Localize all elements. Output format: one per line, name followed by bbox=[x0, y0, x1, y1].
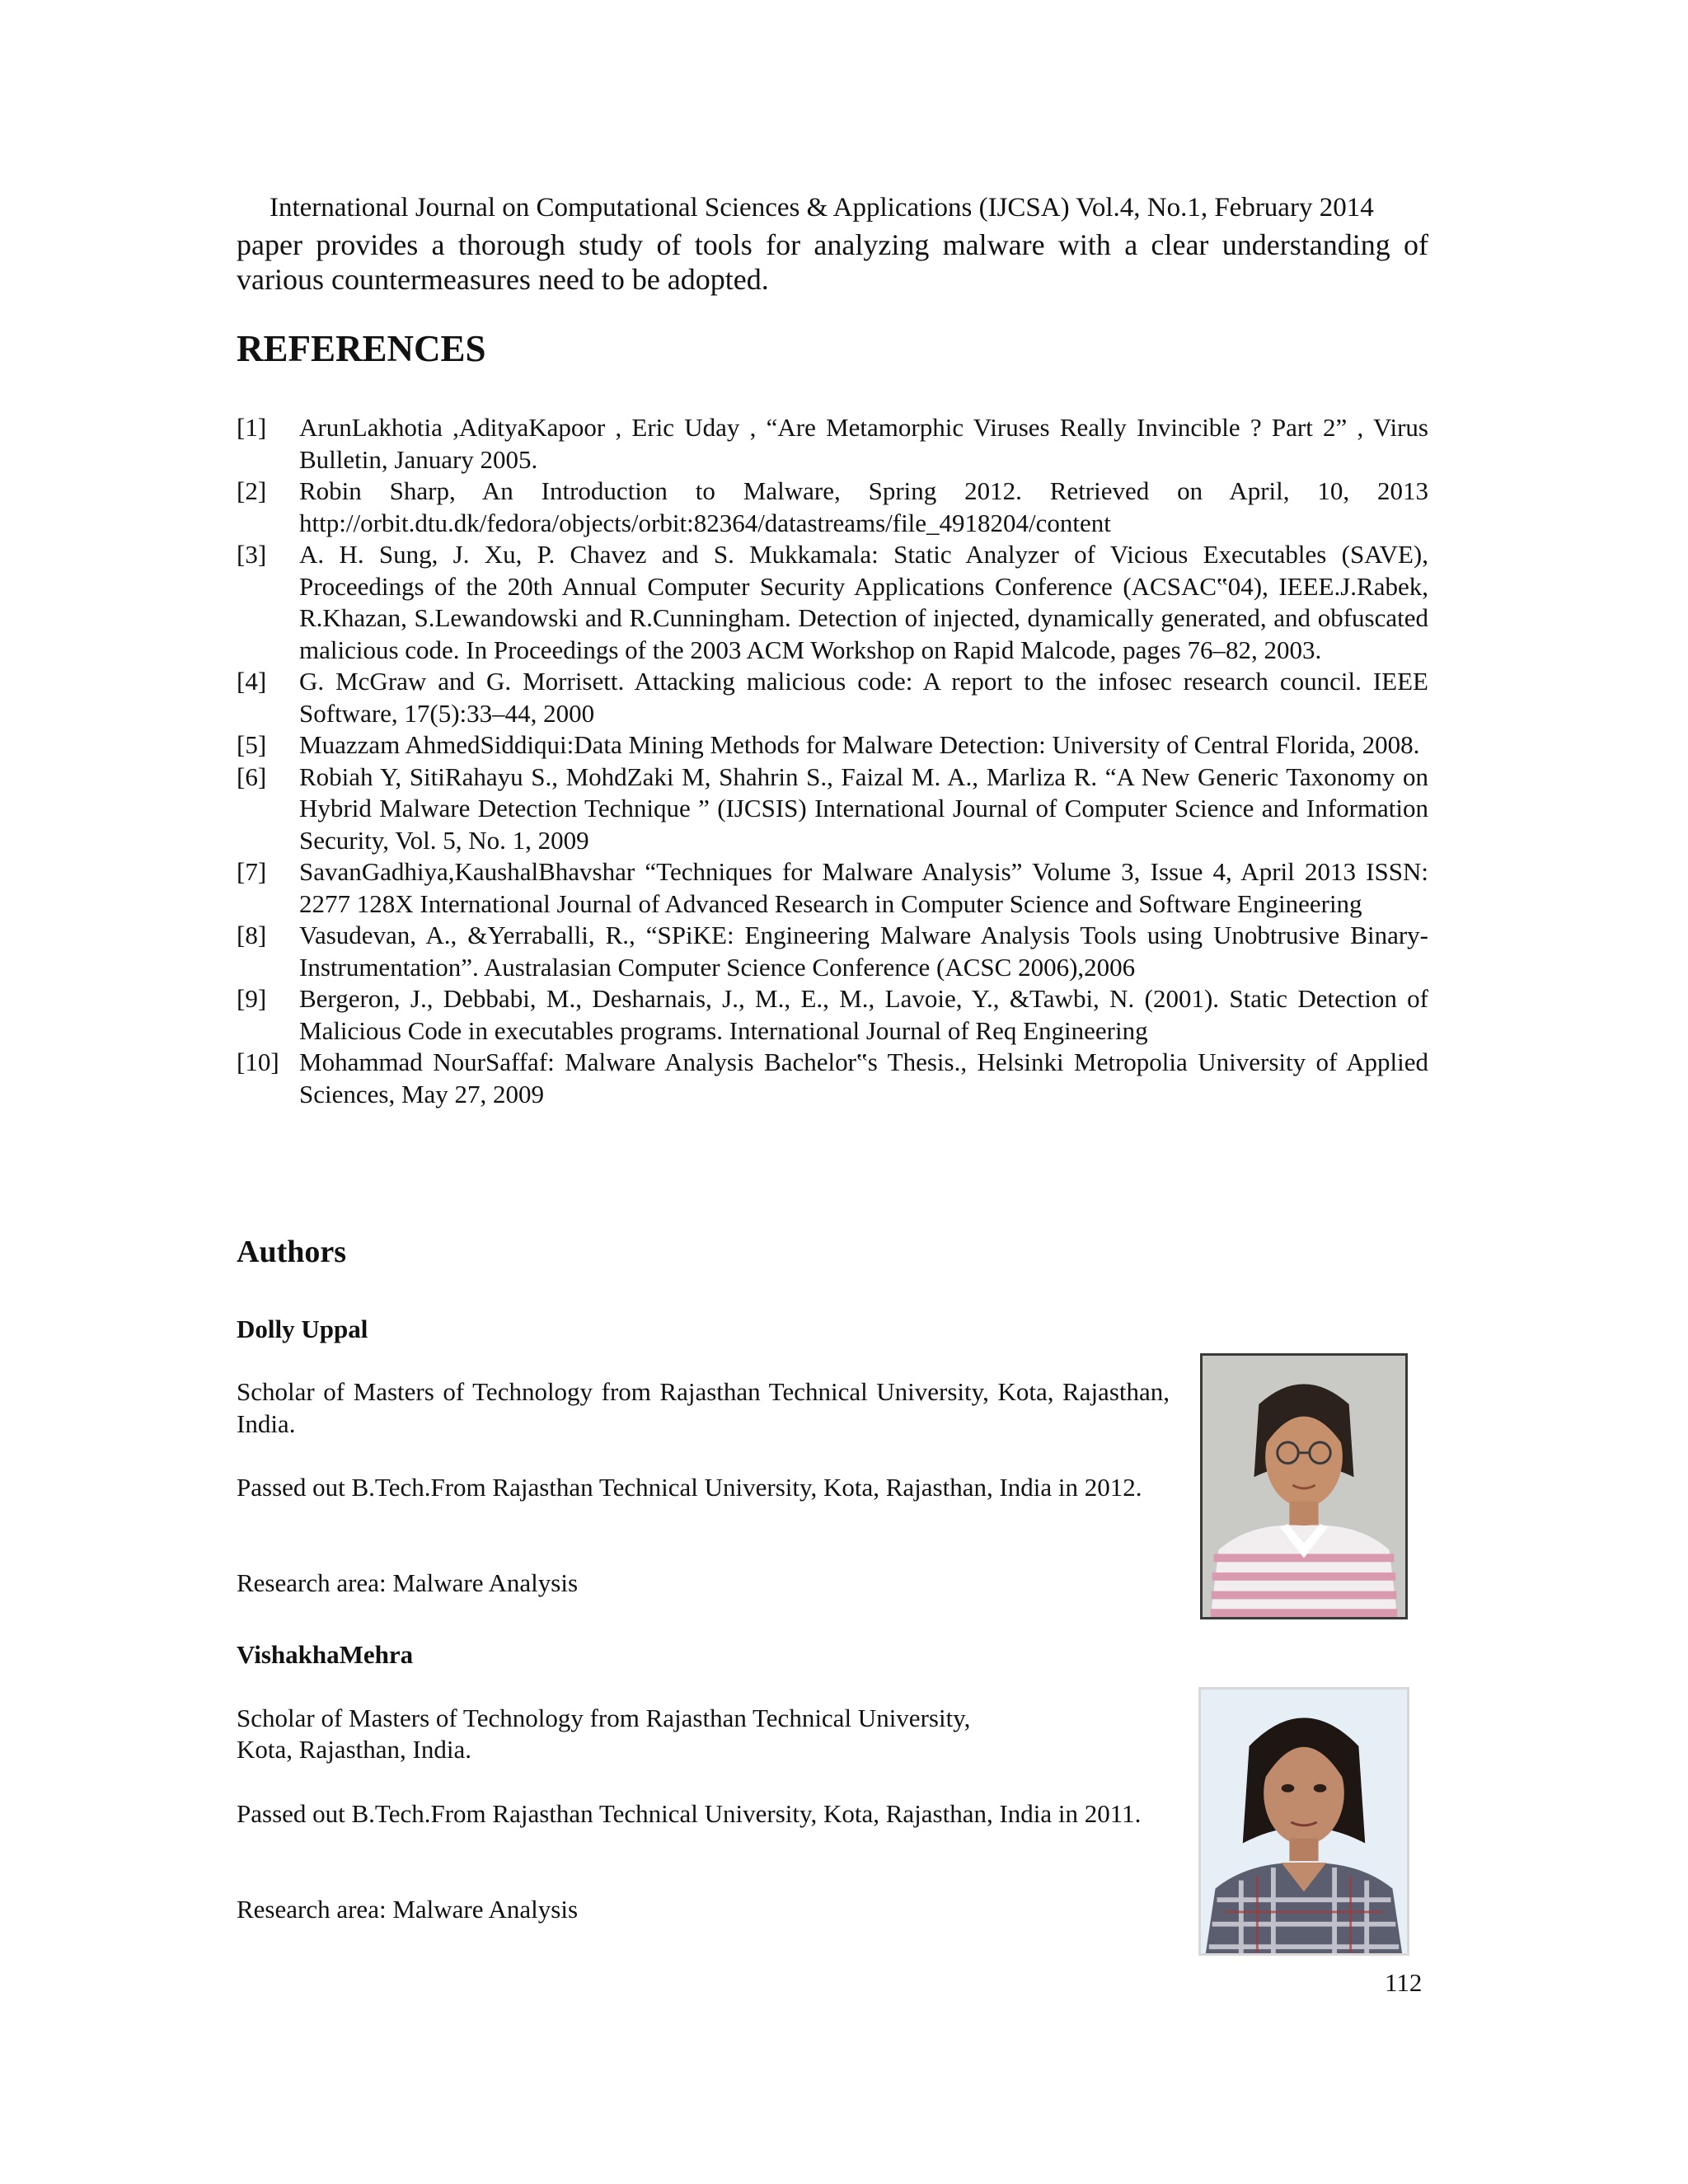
author-research-text: Research area: Malware Analysis bbox=[237, 1895, 579, 1924]
author-degree-text: Passed out B.Tech.From Rajasthan Technical University, Kota, Rajasthan, India in 2012. bbox=[237, 1473, 1142, 1502]
intro-paragraph: paper provides a thorough study of tools for analyzing malware with a clear understanding of various countermeasures need to be adopted. bbox=[237, 228, 1428, 296]
reference-number: [7] bbox=[237, 857, 267, 886]
reference-item bbox=[237, 539, 1428, 666]
reference-number: [4] bbox=[237, 667, 267, 696]
author-scholar-text-line2: Kota, Rajasthan, India. bbox=[237, 1735, 471, 1764]
running-header: International Journal on Computational Sciences & Applications (IJCSA) Vol.4, No.1, February 2014 bbox=[270, 193, 1374, 223]
reference-number: [9] bbox=[237, 984, 267, 1013]
reference-text: SavanGadhiya,KaushalBhavshar “Techniques for Malware Analysis” Volume 3, Issue 4, April 2013 ISSN: 2277 128X International Journal of Advanced Research in Computer Science and Software Engineering bbox=[299, 857, 1428, 918]
reference-text: Mohammad NourSaffaf: Malware Analysis Bachelor‟s Thesis., Helsinki Metropolia University of Applied Sciences, May 27, 2009 bbox=[299, 1047, 1428, 1108]
author-name: Dolly Uppal bbox=[237, 1315, 368, 1343]
author-research-text: Research area: Malware Analysis bbox=[237, 1568, 579, 1597]
reference-text: Vasudevan, A., &Yerraballi, R., “SPiKE: Engineering Malware Analysis Tools using Unobtrusive Binary-Instrumentation”. Australasian Computer Science Conference (ACSC 2006),2006 bbox=[299, 921, 1428, 982]
reference-item bbox=[237, 856, 1428, 920]
reference-list bbox=[237, 412, 1428, 1110]
reference-item bbox=[237, 666, 1428, 729]
author-photo bbox=[1200, 1353, 1408, 1619]
reference-text: G. McGraw and G. Morrisett. Attacking malicious code: A report to the infosec research council. IEEE Software, 17(5):33–44, 2000 bbox=[299, 667, 1428, 728]
reference-item bbox=[237, 1047, 1428, 1110]
reference-item bbox=[237, 412, 1428, 476]
reference-text: Robin Sharp, An Introduction to Malware, Spring 2012. Retrieved on April, 10, 2013 http://orbit.dtu.dk/fedora/objects/orbit:82364/datastreams/file_4918204/content bbox=[299, 476, 1428, 537]
reference-item bbox=[237, 920, 1428, 983]
portrait-illustration bbox=[1201, 1690, 1407, 1953]
author-scholar-text: Scholar of Masters of Technology from Rajasthan Technical University, Kota, Rajasthan, India. bbox=[237, 1377, 1170, 1438]
reference-item bbox=[237, 762, 1428, 857]
reference-text: ArunLakhotia ,AdityaKapoor , Eric Uday , “Are Metamorphic Viruses Really Invincible ? Part 2” , Virus Bulletin, January 2005. bbox=[299, 413, 1428, 474]
reference-number: [10] bbox=[237, 1047, 279, 1076]
reference-item bbox=[237, 476, 1428, 539]
reference-item bbox=[237, 983, 1428, 1047]
author-photo bbox=[1198, 1687, 1409, 1956]
authors-heading: Authors bbox=[237, 1235, 347, 1269]
reference-text: A. H. Sung, J. Xu, P. Chavez and S. Mukkamala: Static Analyzer of Vicious Executables (SAVE), Proceedings of the 20th Annual Computer Security Applications Conference (ACSAC‟04), IEEE.J.Rabek, R.Khazan, S.Lewandowski and R.Cunningham. Detection of injected, dynamically generated, and obfuscated malicious code. In Proceedings of the 2003 ACM Workshop on Rapid Malcode, pages 76–82, 2003. bbox=[299, 540, 1428, 664]
reference-text: Robiah Y, SitiRahayu S., MohdZaki M, Shahrin S., Faizal M. A., Marliza R. “A New Generic Taxonomy on Hybrid Malware Detection Technique ” (IJCSIS) International Journal of Computer Science and Information Security, Vol. 5, No. 1, 2009 bbox=[299, 762, 1428, 855]
portrait-illustration bbox=[1203, 1356, 1405, 1617]
reference-number: [6] bbox=[237, 762, 267, 791]
reference-text: Muazzam AhmedSiddiqui:Data Mining Methods for Malware Detection: University of Central Florida, 2008. bbox=[299, 730, 1420, 759]
reference-number: [2] bbox=[237, 476, 267, 505]
reference-item bbox=[237, 729, 1428, 762]
reference-number: [1] bbox=[237, 413, 267, 442]
reference-number: [8] bbox=[237, 921, 267, 949]
author-name: VishakhaMehra bbox=[237, 1640, 414, 1669]
reference-number: [5] bbox=[237, 730, 267, 759]
author-degree-text: Passed out B.Tech.From Rajasthan Technical University, Kota, Rajasthan, India in 2011. bbox=[237, 1799, 1142, 1828]
reference-text: Bergeron, J., Debbabi, M., Desharnais, J., M., E., M., Lavoie, Y., &Tawbi, N. (2001). Static Detection of Malicious Code in executables programs. International Journal of Req Engineering bbox=[299, 984, 1428, 1045]
page-number: 112 bbox=[1385, 1968, 1423, 1997]
reference-number: [3] bbox=[237, 540, 267, 569]
references-heading: REFERENCES bbox=[237, 328, 486, 369]
author-scholar-text: Scholar of Masters of Technology from Rajasthan Technical University, bbox=[237, 1704, 971, 1732]
